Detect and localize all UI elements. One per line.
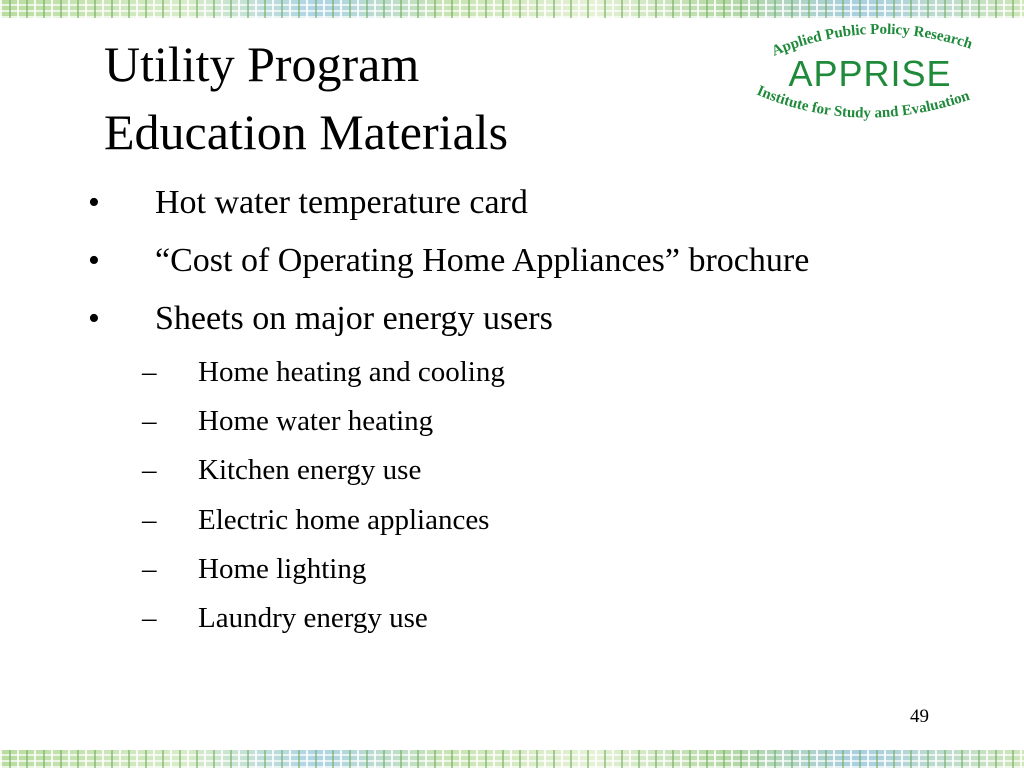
bullet-text: “Cost of Operating Home Appliances” brochure [155, 242, 810, 279]
sub-bullet-text: Home lighting [198, 552, 367, 585]
slide-title-line-2: Education Materials [104, 104, 509, 160]
sub-bullet-marker: – [142, 356, 157, 388]
bullet-marker: • [88, 242, 100, 279]
apprise-logo [732, 22, 1008, 134]
slide-title [104, 30, 508, 166]
sub-bullet-marker: – [142, 601, 157, 634]
sub-bullet-text: Electric home appliances [198, 503, 490, 536]
sub-bullet-marker: – [142, 454, 157, 487]
sub-bullet-text: Home water heating [198, 405, 434, 438]
top-decorative-border [0, 0, 1024, 18]
bullet-marker: • [88, 184, 100, 221]
sub-bullet-marker: – [142, 405, 157, 438]
bullet-text: Sheets on major energy users [155, 300, 553, 337]
bottom-decorative-border [0, 750, 1024, 768]
sub-bullet-text: Home heating and cooling [198, 356, 505, 388]
sub-bullet-marker: – [142, 552, 157, 585]
logo-bottom-arc-text: Institute for Study and Evaluation [754, 82, 972, 122]
logo-name: APPRISE [788, 53, 952, 94]
bullet-text: Hot water temperature card [155, 184, 528, 221]
sub-bullet-text: Laundry energy use [198, 601, 428, 634]
page-number: 49 [910, 706, 929, 727]
slide-title-line-1: Utility Program [104, 36, 420, 92]
sub-bullet-marker: – [142, 503, 157, 536]
sub-bullet-text: Kitchen energy use [198, 454, 422, 487]
bullet-marker: • [88, 300, 100, 337]
logo-top-arc-text: Applied Public Policy Research [769, 22, 975, 60]
